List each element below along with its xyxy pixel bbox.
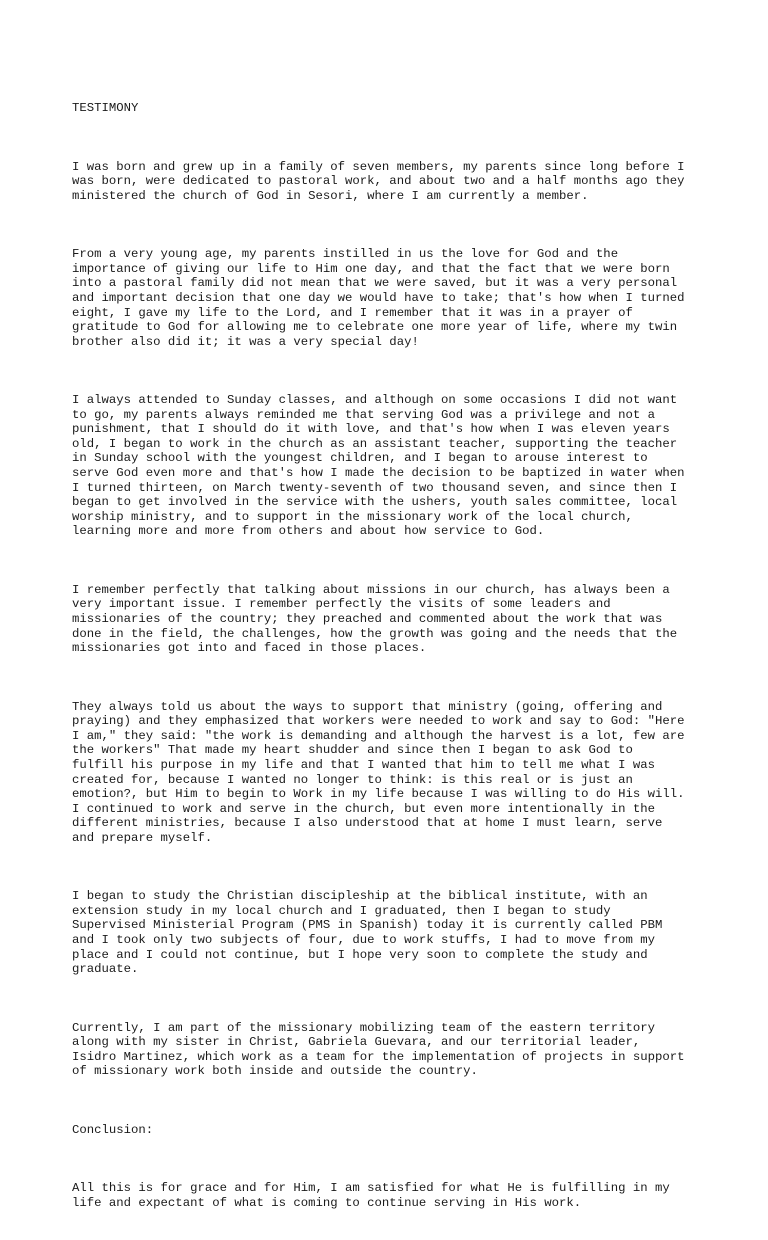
paragraph-studies: I began to study the Christian discipleship at the biblical institute, with an extension study in my local church and I graduated, then I began to study Supervised Ministerial Program (PMS in Spanish) today it is currently called PBM and I took only two subjects of four, due to work stuffs, I had to move from my place and I could not continue, but I hope very soon to complete the study and graduate. bbox=[72, 889, 663, 977]
paragraph-conclusion: All this is for grace and for Him, I am satisfied for what He is fulfilling in my life and expectant of what is coming to continue serving in His work. bbox=[72, 1181, 670, 1210]
paragraph-missions: I remember perfectly that talking about missions in our church, has always been a very important issue. I remember perfectly the visits of some leaders and missionaries of the country; they preached and commented about the work that was done in the field, the challenges, how the growth was going and the needs that the missionaries got into and faced in those places. bbox=[72, 582, 678, 656]
document-title: TESTIMONY bbox=[72, 101, 139, 116]
paragraph-current-role: Currently, I am part of the missionary mobilizing team of the eastern territory along with my sister in Christ, Gabriela Guevara, and our territorial leader, Isidro Martinez, which work as a team for the implementation of projects in support of missionary work both inside and outside the country. bbox=[72, 1020, 685, 1079]
paragraph-calling: They always told us about the ways to support that ministry (going, offering and praying) and they emphasized that workers were needed to work and say to God: "Here I am," they said: "the work is demanding and although the harvest is a lot, few are the workers" That made my heart shudder and since then I began to ask God to fulfill his purpose in my life and that I wanted that him to tell me what I was created for, because I wanted no longer to think: is this real or is just an emotion?, but Him to begin to Work in my life because I was willing to do His will. I continued to work and serve in the church, but even more intentionally in the different ministries, because I also understood that at home I must learn, serve and prepare myself. bbox=[72, 699, 685, 845]
conclusion-heading: Conclusion: bbox=[72, 1122, 154, 1137]
paragraph-sunday-school: I always attended to Sunday classes, and although on some occasions I did not want to go, my parents always reminded me that serving God was a privilege and not a punishment, that I should do it with love, and that's how when I was eleven years old, I began to work in the church as an assistant teacher, supporting the teacher in Sunday school with the youngest children, and I began to arouse interest to serve God even more and that's how I made the decision to be baptized in water when I turned thirteen, on March twenty-seventh of two thousand seven, and since then I began to get involved in the service with the ushers, youth sales committee, local worship ministry, and to support in the missionary work of the local church, learning more and more from others and about how service to God. bbox=[72, 393, 685, 539]
paragraph-family: I was born and grew up in a family of seven members, my parents since long before I was born, were dedicated to pastoral work, and about two and a half months ago they ministered the church of God in Sesori, where I am currently a member. bbox=[72, 159, 685, 203]
document-page bbox=[72, 72, 712, 1240]
paragraph-early-faith: From a very young age, my parents instilled in us the love for God and the importance of giving our life to Him one day, and that the fact that we were born into a pastoral family did not mean that we were saved, but it was a very personal and important decision that one day we would have to take; that's how when I turned eight, I gave my life to the Lord, and I remember that it was in a prayer of gratitude to God for allowing me to celebrate one more year of life, where my twin brother also did it; it was a very special day! bbox=[72, 247, 685, 349]
